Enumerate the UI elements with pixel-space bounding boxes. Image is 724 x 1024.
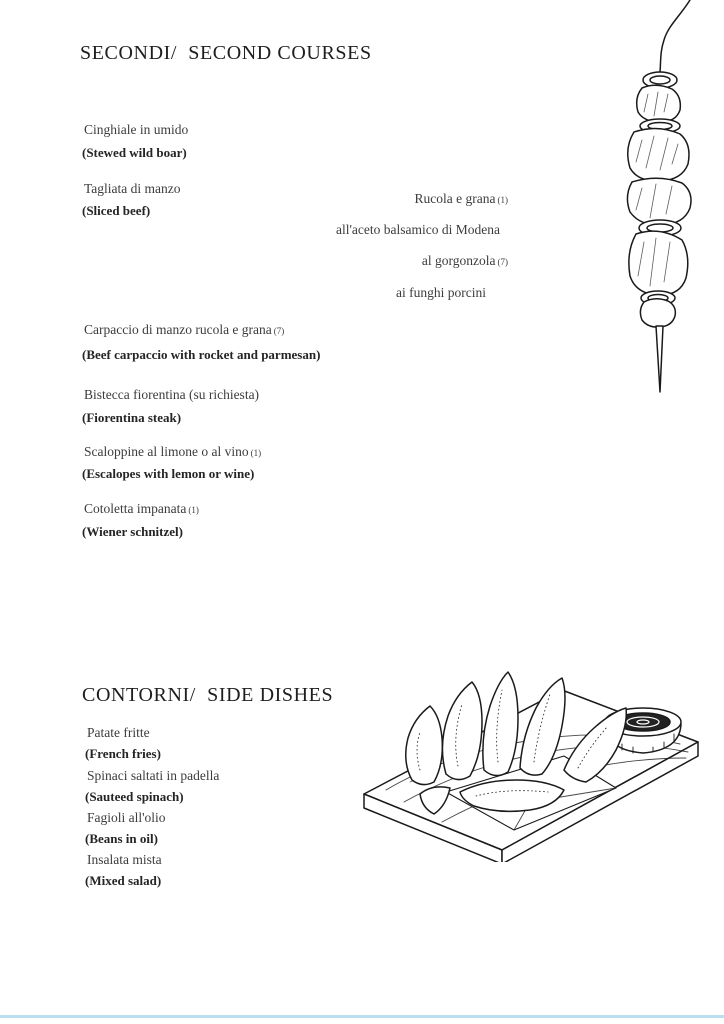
menu-item-translation: (Mixed salad) xyxy=(85,873,162,888)
menu-item-name xyxy=(84,444,261,460)
menu-item-translation: (Stewed wild boar) xyxy=(82,145,187,160)
menu-item-name xyxy=(84,387,261,403)
variation-item xyxy=(396,285,488,301)
item-name-text: Cotoletta impanata xyxy=(84,501,187,516)
menu-item-translation: (Sliced beef) xyxy=(82,203,151,218)
allergen-note: (1) xyxy=(188,505,199,515)
menu-item-name xyxy=(84,322,284,338)
menu-item-name: Patate fritte xyxy=(87,725,150,740)
item-name-text: Scaloppine al limone o al vino xyxy=(84,444,249,459)
variation-label: ai funghi porcini xyxy=(396,285,486,300)
allergen-note: (1) xyxy=(497,195,508,205)
menu-item-name: Insalata mista xyxy=(87,852,162,867)
variation-label: al gorgonzola xyxy=(421,253,496,268)
allergen-note: (7) xyxy=(273,326,285,336)
variation-item xyxy=(422,253,508,269)
menu-item-name: Spinaci saltati in padella xyxy=(87,768,220,783)
variation-label: all'aceto balsamico di Modena xyxy=(336,222,500,237)
menu-item-name xyxy=(84,122,190,138)
potato-wedges-board-illustration xyxy=(350,642,710,862)
item-name-text: Tagliata di manzo xyxy=(84,181,181,196)
variation-label: Rucola e grana xyxy=(414,191,496,206)
secondi-section-title: SECONDI/ SECOND COURSES xyxy=(80,42,372,64)
footer-accent-rule xyxy=(0,1015,724,1018)
menu-item-translation: (Escalopes with lemon or wine) xyxy=(82,466,255,481)
kebab-skewer-illustration xyxy=(598,0,722,400)
menu-item-name xyxy=(84,501,199,517)
contorni-section-title: CONTORNI/ SIDE DISHES xyxy=(82,684,334,706)
menu-item-translation: (Fiorentina steak) xyxy=(82,410,182,425)
menu-item-translation: (Beans in oil) xyxy=(85,831,158,846)
allergen-note: (1) xyxy=(250,448,262,458)
item-name-text: Carpaccio di manzo rucola e grana xyxy=(84,322,272,337)
item-name-text: Bistecca fiorentina (su richiesta) xyxy=(84,387,260,402)
variation-item xyxy=(415,191,508,207)
menu-item-name: Fagioli all'olio xyxy=(87,810,166,825)
variation-item xyxy=(336,222,502,238)
menu-item-translation: (Wiener schnitzel) xyxy=(82,524,183,539)
item-name-text: Cinghiale in umido xyxy=(84,122,189,137)
allergen-note: (7) xyxy=(497,257,508,267)
menu-item-name xyxy=(84,181,183,197)
menu-item-translation: (French fries) xyxy=(85,746,161,761)
menu-item-translation: (Sauteed spinach) xyxy=(85,789,184,804)
menu-item-translation: (Beef carpaccio with rocket and parmesan) xyxy=(82,347,321,362)
